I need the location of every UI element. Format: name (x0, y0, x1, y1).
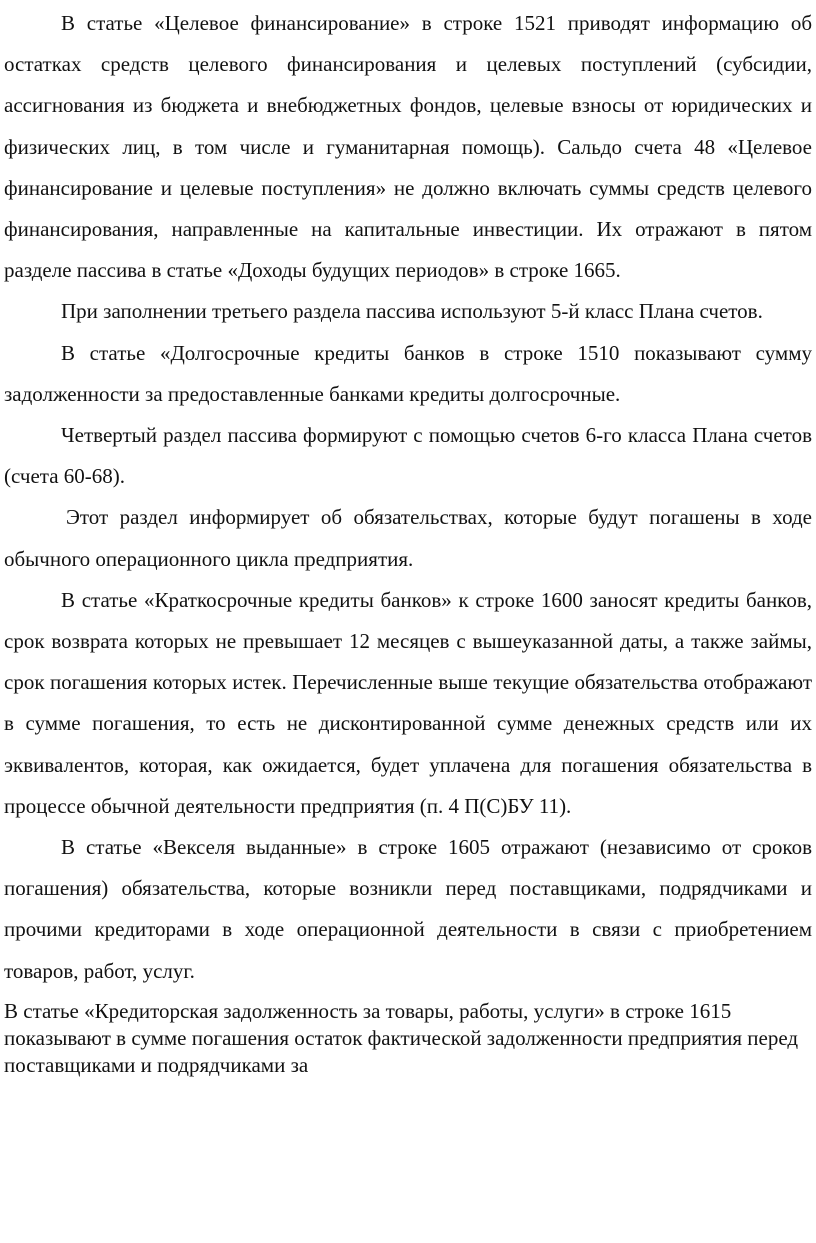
paragraph-third-section: При заполнении третьего раздела пассива используют 5-й класс Плана счетов. (61, 299, 763, 324)
paragraph-obligations: Этот раздел информирует об обязательствах, которые будут погашены в ходе обычного операционного цикла предприятия. (4, 505, 812, 571)
paragraph-short-term-credits: В статье «Краткосрочные кредиты банков» к строке 1600 заносят кредиты банков, срок возврата которых не превышает 12 месяцев с вышеуказанной даты, а также займы, срок погашения которых истек. Перечисленные выше текущие обязательства отображают в сумме погашения, то есть не дисконтированной сумме денежных средств или их эквивалентов, которая, как ожидается, будет уплачена для погашения обязательства в процессе обычной деятельности предприятия (п. 4 П(С)БУ 11). (4, 587, 812, 818)
paragraph-accounts-payable: В статье «Кредиторская задолженность за товары, работы, услуги» в строке 1615 показывают в сумме погашения остаток фактической задолженности предприятия перед поставщиками и подрядчиками за (4, 998, 799, 1077)
paragraph-long-term-credits: В статье «Долгосрочные кредиты банков в строке 1510 показывают сумму задолженности за предоставленные банками кредиты долгосрочные. (4, 340, 812, 406)
paragraph-target-financing: В статье «Целевое финансирование» в строке 1521 приводят информацию об остатках средств целевого финансирования и целевых поступлений (субсидии, ассигнования из бюджета и внебюджетных фондов, целевые взносы от юридических и физических лиц, в том числе и гуманитарная помощь). Сальдо счета 48 «Целевое финансирование и целевые поступления» не должно включать суммы средств целевого финансирования, направленные на капитальные инвестиции. Их отражают в пятом разделе пассива в статье «Доходы будущих периодов» в строке 1665. (4, 11, 812, 283)
paragraph-fourth-section: Четвертый раздел пассива формируют с помощью счетов 6-го класса Плана счетов (счета 60-68). (4, 423, 812, 489)
paragraph-bills-issued: В статье «Векселя выданные» в строке 1605 отражают (независимо от сроков погашения) обязательства, которые возникли перед поставщиками, подрядчиками и прочими кредиторами в ходе операционной деятельности в связи с приобретением товаров, работ, услуг. (4, 835, 812, 983)
